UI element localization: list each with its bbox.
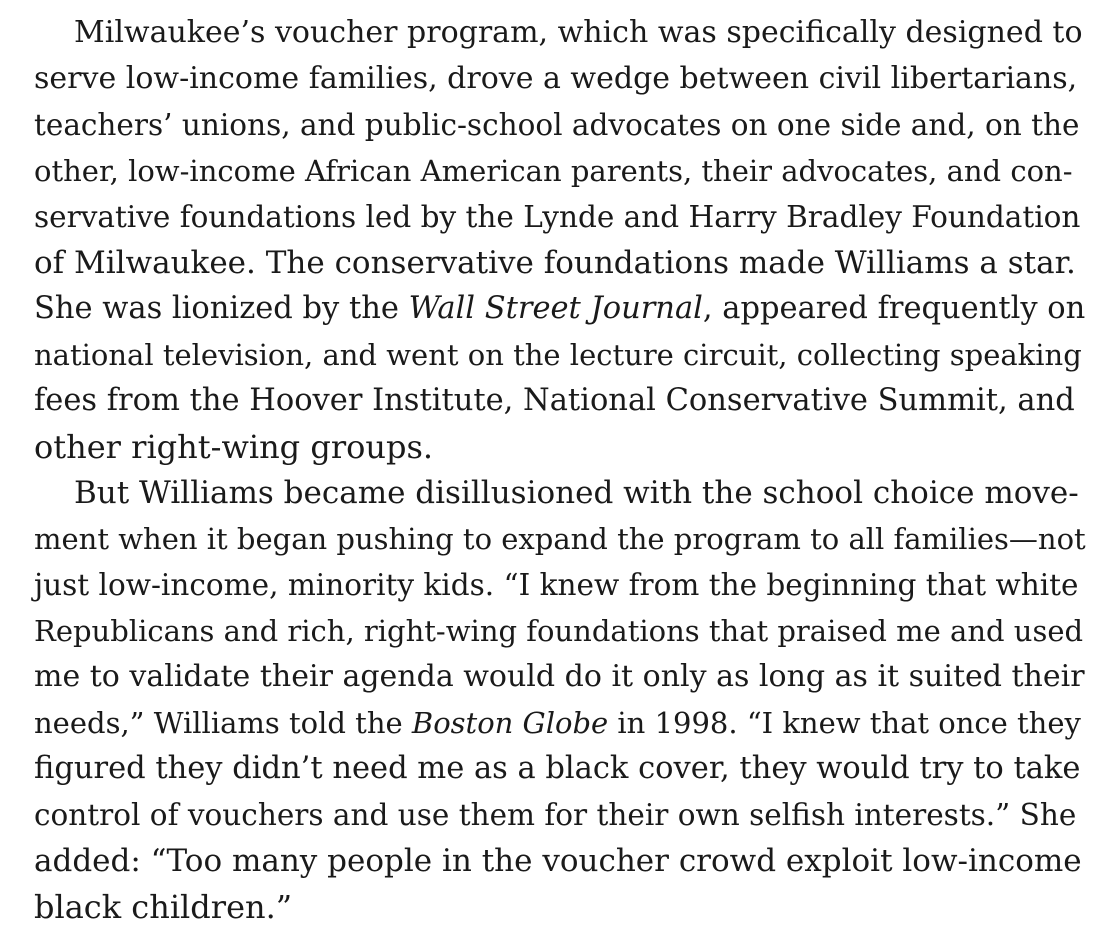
text-line: fees from the Hoover Institute, National Conservative Summit, and bbox=[34, 383, 1075, 418]
text-line: serve low-income families, drove a wedge between civil libertarians, bbox=[34, 61, 1078, 96]
text-line: added: “Too many people in the voucher crowd exploit low-income bbox=[34, 843, 1082, 879]
text-line: Republicans and rich, right-wing foundations that praised me and used bbox=[34, 614, 1084, 648]
text-line: black children.” bbox=[34, 888, 293, 926]
text-line bbox=[34, 700, 1081, 746]
cropped-previous-line bbox=[34, 0, 1094, 4]
text-line: Milwaukee’s voucher program, which was specifically designed to bbox=[74, 15, 1083, 50]
text-run: needs,” Williams told the bbox=[34, 706, 412, 740]
text-run: She was lionized by the bbox=[34, 291, 409, 326]
text-line: of Milwaukee. The conservative foundations made Williams a star. bbox=[34, 245, 1076, 281]
publication-title: Boston Globe bbox=[411, 706, 609, 740]
text-line: just low-income, minority kids. “I knew from the beginning that white bbox=[34, 568, 1079, 602]
text-line: figured they didn’t need me as a black cover, they would try to take bbox=[34, 751, 1081, 786]
text-line bbox=[34, 286, 1085, 332]
publication-title: Wall Street Journal bbox=[408, 291, 703, 326]
text-line: me to validate their agenda would do it only as long as it suited their bbox=[34, 659, 1085, 694]
text-line: national television, and went on the lecture circuit, collecting speaking bbox=[34, 338, 1082, 372]
text-line: other right-wing groups. bbox=[34, 428, 434, 466]
text-line: control of vouchers and use them for their own selfish interests.” She bbox=[34, 798, 1077, 832]
text-run: in 1998. “I knew that once they bbox=[608, 706, 1081, 740]
text-run: , appeared frequently on bbox=[702, 291, 1086, 326]
text-line: servative foundations led by the Lynde and Harry Bradley Foundation bbox=[34, 200, 1081, 234]
text-line: But Williams became disillusioned with the school choice move- bbox=[74, 475, 1079, 511]
text-line: ment when it began pushing to expand the program to all families—not bbox=[34, 522, 1086, 556]
text-line: other, low-income African American parents, their advocates, and con- bbox=[34, 154, 1073, 188]
text-line: teachers’ unions, and public-school advocates on one side and, on the bbox=[34, 108, 1080, 142]
